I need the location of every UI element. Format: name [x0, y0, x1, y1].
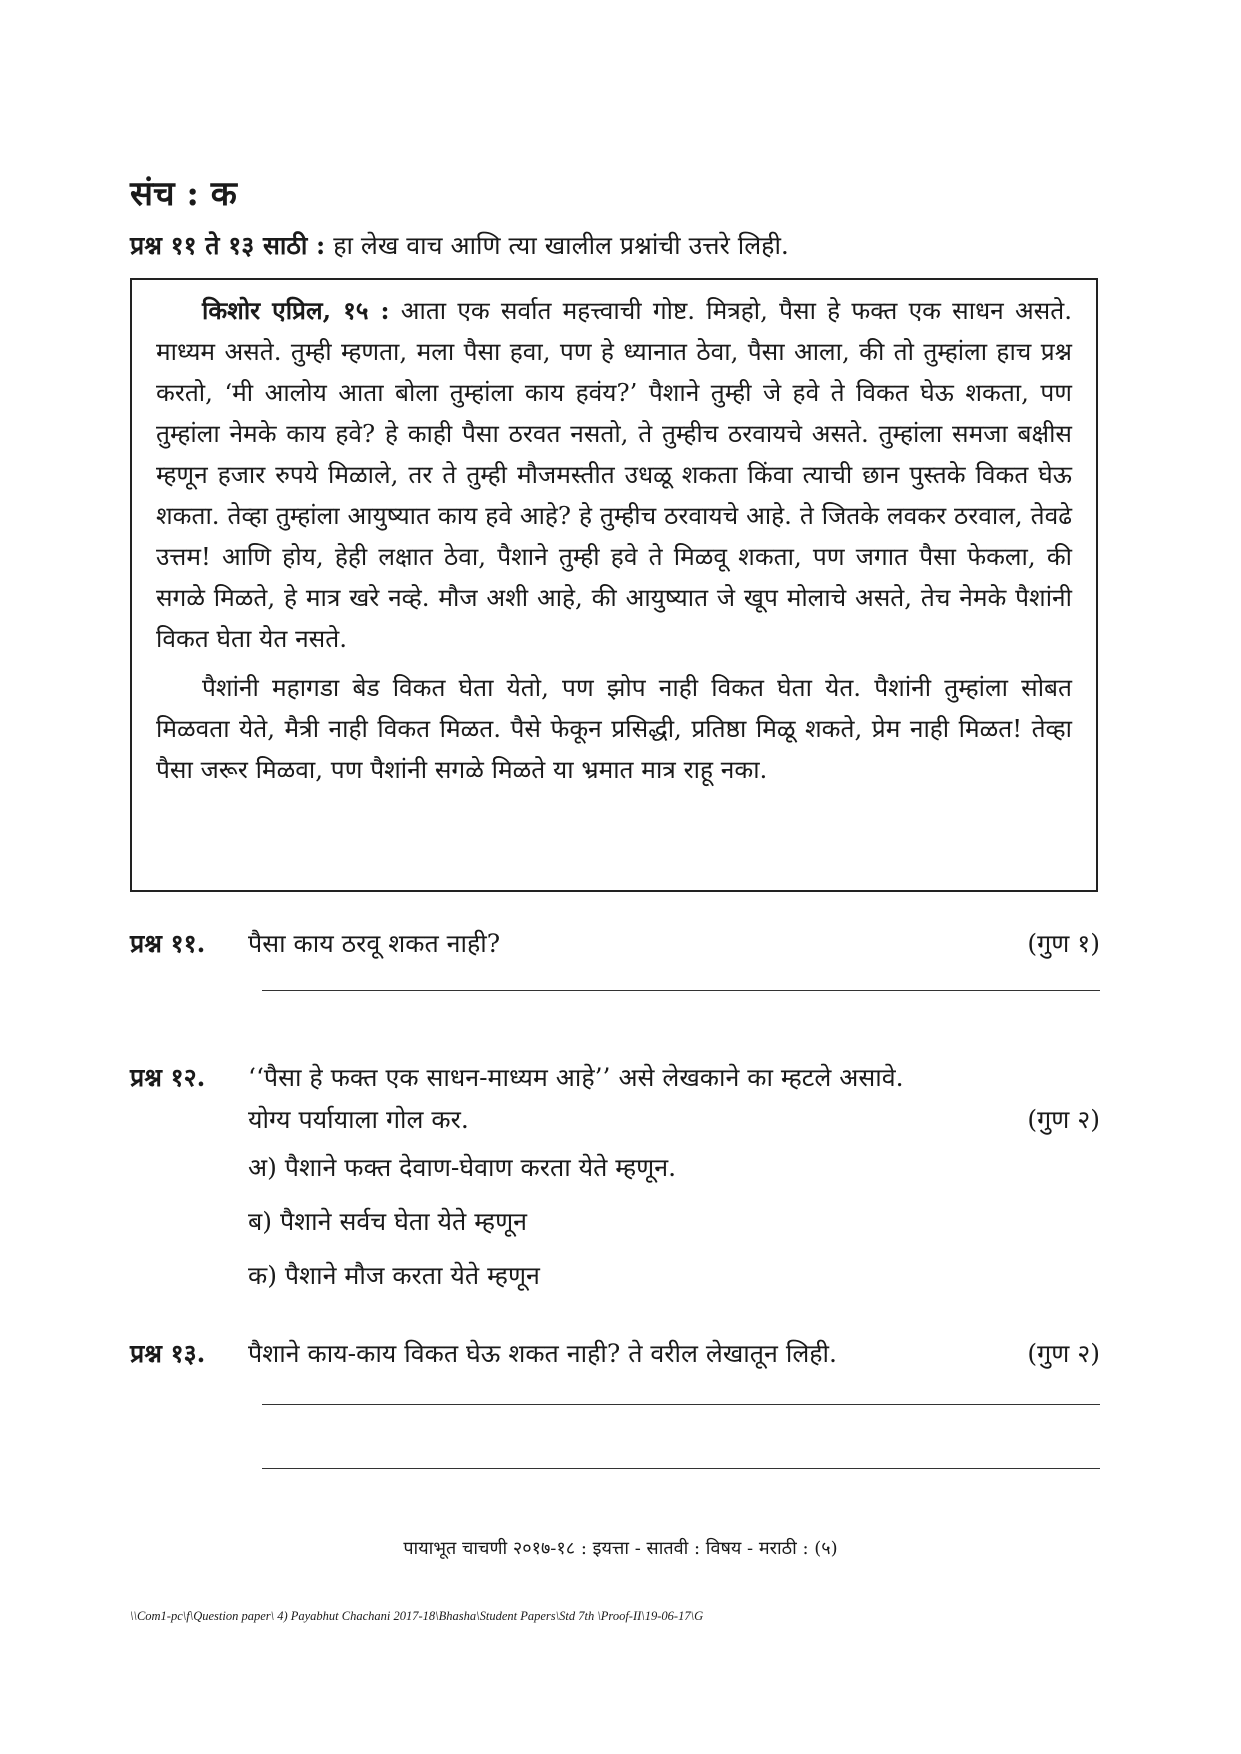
instruction-lead: प्रश्न ११ ते १३ साठी : — [130, 231, 326, 260]
question-12-number: प्रश्न १२. — [130, 1063, 206, 1092]
question-11-text: पैसा काय ठरवू शकत नाही? — [248, 929, 501, 958]
question-11-number: प्रश्न ११. — [130, 929, 206, 958]
question-11-marks: (गुण १) — [1027, 929, 1100, 958]
question-12-option-b[interactable]: ब) पैशाने सर्वच घेता येते म्हणून — [248, 1207, 528, 1236]
file-path-note: \\Com1-pc\f\Question paper\ 4) Payabhut Chachani 2017-18\Bhasha\Student Papers\Std 7th \Proof-II\19-06-17\G — [130, 1609, 704, 1623]
question-12-marks: (गुण २) — [1027, 1105, 1100, 1134]
question-13-text: पैशाने काय-काय विकत घेऊ शकत नाही? ते वरील लेखातून लिही. — [248, 1339, 837, 1368]
passage-paragraph-1-text: आता एक सर्वात महत्त्वाची गोष्ट. मित्रहो, पैसा हे फक्त एक साधन असते. माध्यम असते. तुम्ही म्हणता, मला पैसा हवा, पण हे ध्यानात ठेवा, पैसा आला, की तो तुम्हांला हाच प्रश्न करतो, ‘मी आलोय आता बोला तुम्हांला काय हवंय?’ पैशाने तुम्ही जे हवे ते विकत घेऊ शकता, पण तुम्हांला नेमके काय हवे? हे काही पैसा ठरवत नसतो, ते तुम्हीच ठरवायचे असते. तुम्हांला समजा बक्षीस म्हणून हजार रुपये मिळाले, तर ते तुम्ही मौजमस्तीत उधळू शकता किंवा त्याची छान पुस्तके विकत घेऊ शकता. तेव्हा तुम्हांला आयुष्यात काय हवे आहे? हे तुम्हीच ठरवायचे आहे. ते जितके लवकर ठरवाल, तेवढे उत्तम! आणि होय, हेही लक्षात ठेवा, पैशाने तुम्ही हवे ते मिळवू शकता, पण जगात पैसा फेकला, की सगळे मिळते, हे मात्र खरे नव्हे. मौज अशी आहे, की आयुष्यात जे खूप मोलाचे असते, तेच नेमके पैशांनी विकत घेता येत नसते. — [156, 296, 1072, 653]
question-13-marks: (गुण २) — [1027, 1339, 1100, 1368]
question-12-option-a[interactable]: अ) पैशाने फक्त देवाण-घेवाण करता येते म्हणून. — [248, 1153, 677, 1182]
passage-box — [130, 278, 1098, 892]
question-12-option-c[interactable]: क) पैशाने मौज करता येते म्हणून — [248, 1261, 540, 1290]
question-13-answer-line-2[interactable] — [262, 1468, 1100, 1469]
question-11-answer-line[interactable] — [262, 990, 1100, 991]
question-13-answer-line-1[interactable] — [262, 1404, 1100, 1405]
instruction-text: हा लेख वाच आणि त्या खालील प्रश्नांची उत्तरे लिही. — [325, 231, 789, 260]
page-footer: पायाभूत चाचणी २०१७-१८ : इयत्ता - सातवी : विषय - मराठी : (५) — [403, 1538, 838, 1559]
passage-paragraph-2: पैशांनी महागडा बेड विकत घेता येतो, पण झोप नाही विकत घेता येत. पैशांनी तुम्हांला सोबत मिळवता येते, मैत्री नाही विकत मिळत. पैसे फेकून प्रसिद्धी, प्रतिष्ठा मिळू शकते, प्रेम नाही मिळत! तेव्हा पैसा जरूर मिळवा, पण पैशांनी सगळे मिळते या भ्रमात मात्र राहू नका. — [156, 673, 1072, 784]
set-title: संच : क — [130, 174, 237, 214]
question-13-number: प्रश्न १३. — [130, 1339, 206, 1368]
instruction — [130, 228, 789, 264]
passage-paragraph-1 — [156, 290, 1072, 659]
question-12-text-line-1: ‘‘पैसा हे फक्त एक साधन-माध्यम आहे’’ असे लेखकाने का म्हटले असावे. — [248, 1063, 904, 1092]
passage-source: किशोर एप्रिल, १५ : — [202, 296, 390, 325]
question-12-text-line-2: योग्य पर्यायाला गोल कर. — [248, 1105, 469, 1134]
